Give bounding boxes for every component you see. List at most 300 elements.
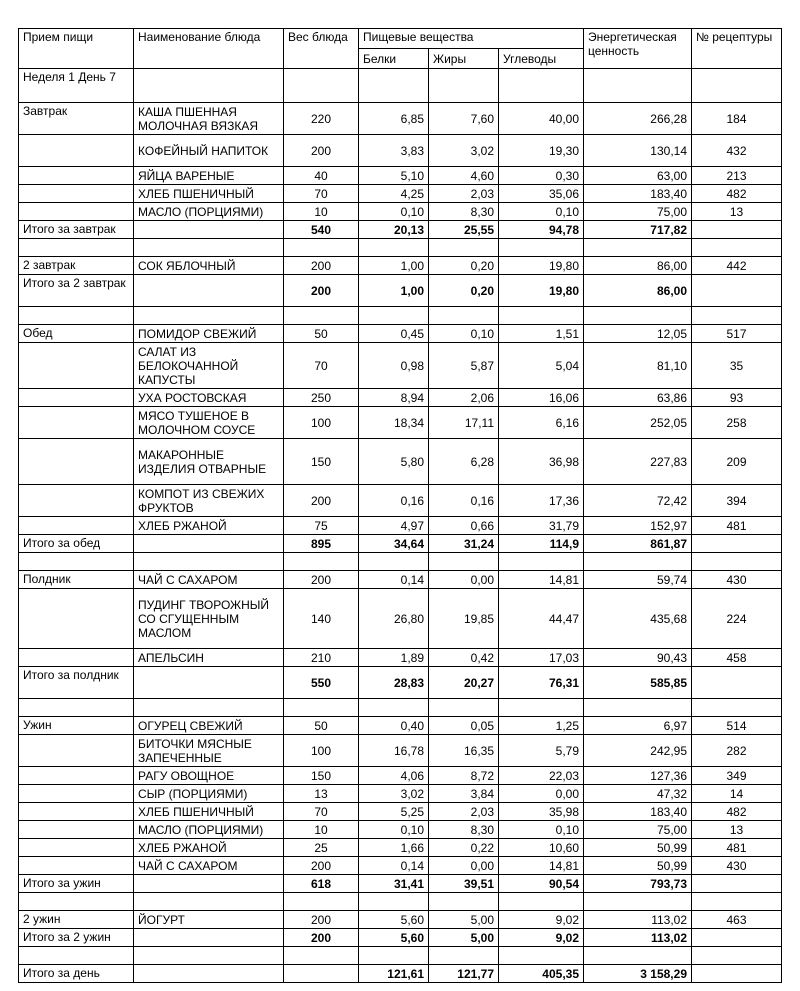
cell-meal	[19, 485, 134, 517]
cell-protein: 0,10	[359, 203, 429, 221]
cell-meal	[19, 239, 134, 257]
table-row	[19, 717, 782, 735]
cell-recipe: 482	[692, 803, 782, 821]
cell-fat: 4,60	[429, 167, 499, 185]
cell-fat: 0,00	[429, 571, 499, 589]
cell-weight	[284, 553, 359, 571]
cell-fat	[429, 307, 499, 325]
cell-meal	[19, 649, 134, 667]
cell-energy: 50,99	[584, 857, 692, 875]
cell-fat: 31,24	[429, 535, 499, 553]
cell-protein: 4,06	[359, 767, 429, 785]
cell-fat: 2,03	[429, 185, 499, 203]
cell-weight: 25	[284, 839, 359, 857]
header-protein: Белки	[359, 49, 429, 69]
cell-meal	[19, 553, 134, 571]
cell-weight: 100	[284, 407, 359, 439]
table-row	[19, 325, 782, 343]
cell-energy: 127,36	[584, 767, 692, 785]
cell-recipe: 430	[692, 857, 782, 875]
cell-fat: 0,00	[429, 857, 499, 875]
cell-carbs: 35,06	[499, 185, 584, 203]
cell-dish: ОГУРЕЦ СВЕЖИЙ	[134, 717, 284, 735]
cell-weight: 140	[284, 589, 359, 649]
cell-protein: 0,10	[359, 821, 429, 839]
table-row	[19, 767, 782, 785]
cell-fat: 3,02	[429, 135, 499, 167]
cell-recipe: 430	[692, 571, 782, 589]
cell-meal	[19, 893, 134, 911]
cell-meal	[19, 343, 134, 389]
cell-protein: 1,89	[359, 649, 429, 667]
cell-dish: ЯЙЦА ВАРЕНЫЕ	[134, 167, 284, 185]
cell-recipe: 224	[692, 589, 782, 649]
cell-energy: 183,40	[584, 803, 692, 821]
cell-meal: Неделя 1 День 7	[19, 69, 134, 103]
cell-fat: 5,87	[429, 343, 499, 389]
cell-weight: 250	[284, 389, 359, 407]
cell-fat: 0,66	[429, 517, 499, 535]
cell-weight: 200	[284, 571, 359, 589]
cell-weight	[284, 239, 359, 257]
cell-energy: 252,05	[584, 407, 692, 439]
cell-energy: 59,74	[584, 571, 692, 589]
cell-carbs: 17,36	[499, 485, 584, 517]
menu-table	[18, 28, 782, 983]
cell-carbs: 1,25	[499, 717, 584, 735]
cell-carbs	[499, 553, 584, 571]
cell-energy: 63,00	[584, 167, 692, 185]
cell-energy: 90,43	[584, 649, 692, 667]
cell-weight: 70	[284, 185, 359, 203]
cell-carbs: 0,30	[499, 167, 584, 185]
cell-weight: 40	[284, 167, 359, 185]
cell-dish	[134, 929, 284, 947]
cell-energy: 113,02	[584, 929, 692, 947]
cell-carbs	[499, 947, 584, 965]
cell-dish: ПУДИНГ ТВОРОЖНЫЙ СО СГУЩЕННЫМ МАСЛОМ	[134, 589, 284, 649]
table-row	[19, 185, 782, 203]
cell-fat: 8,72	[429, 767, 499, 785]
cell-weight	[284, 307, 359, 325]
cell-energy: 435,68	[584, 589, 692, 649]
cell-recipe: 13	[692, 821, 782, 839]
table-row	[19, 439, 782, 485]
cell-protein: 5,10	[359, 167, 429, 185]
cell-carbs: 9,02	[499, 911, 584, 929]
table-row	[19, 803, 782, 821]
table-row	[19, 69, 782, 103]
cell-weight: 200	[284, 857, 359, 875]
cell-protein: 26,80	[359, 589, 429, 649]
cell-weight: 10	[284, 203, 359, 221]
total-row	[19, 965, 782, 983]
cell-dish: КАША ПШЕННАЯ МОЛОЧНАЯ ВЯЗКАЯ	[134, 103, 284, 135]
cell-dish	[134, 893, 284, 911]
cell-recipe: 517	[692, 325, 782, 343]
cell-meal	[19, 821, 134, 839]
cell-protein: 4,25	[359, 185, 429, 203]
cell-meal: Завтрак	[19, 103, 134, 135]
cell-dish	[134, 553, 284, 571]
cell-recipe: 14	[692, 785, 782, 803]
cell-weight	[284, 947, 359, 965]
cell-protein: 0,98	[359, 343, 429, 389]
cell-meal	[19, 135, 134, 167]
cell-weight: 618	[284, 875, 359, 893]
cell-carbs: 5,04	[499, 343, 584, 389]
cell-recipe: 432	[692, 135, 782, 167]
cell-weight: 13	[284, 785, 359, 803]
cell-carbs: 76,31	[499, 667, 584, 699]
table-row	[19, 857, 782, 875]
cell-meal: Ужин	[19, 717, 134, 735]
cell-energy	[584, 553, 692, 571]
cell-recipe: 35	[692, 343, 782, 389]
cell-carbs	[499, 307, 584, 325]
cell-energy: 6,97	[584, 717, 692, 735]
cell-fat: 5,00	[429, 911, 499, 929]
cell-recipe	[692, 875, 782, 893]
cell-dish: ЙОГУРТ	[134, 911, 284, 929]
cell-protein	[359, 69, 429, 103]
cell-fat	[429, 699, 499, 717]
cell-recipe: 349	[692, 767, 782, 785]
cell-recipe: 13	[692, 203, 782, 221]
cell-dish: СЫР (ПОРЦИЯМИ)	[134, 785, 284, 803]
cell-recipe	[692, 699, 782, 717]
cell-weight: 150	[284, 767, 359, 785]
cell-fat: 16,35	[429, 735, 499, 767]
cell-carbs: 94,78	[499, 221, 584, 239]
cell-meal	[19, 735, 134, 767]
header-nutrients: Пищевые вещества	[359, 29, 584, 49]
cell-recipe	[692, 947, 782, 965]
table-row	[19, 203, 782, 221]
cell-protein: 5,80	[359, 439, 429, 485]
cell-carbs: 16,06	[499, 389, 584, 407]
cell-recipe	[692, 221, 782, 239]
cell-protein: 0,14	[359, 857, 429, 875]
cell-recipe: 93	[692, 389, 782, 407]
cell-dish: ХЛЕБ РЖАНОЙ	[134, 839, 284, 857]
cell-meal	[19, 699, 134, 717]
cell-dish: ЧАЙ С САХАРОМ	[134, 571, 284, 589]
cell-carbs: 19,80	[499, 275, 584, 307]
cell-fat: 5,00	[429, 929, 499, 947]
cell-energy	[584, 947, 692, 965]
total-row	[19, 667, 782, 699]
cell-recipe: 442	[692, 257, 782, 275]
cell-meal	[19, 947, 134, 965]
cell-weight: 200	[284, 275, 359, 307]
cell-fat: 2,03	[429, 803, 499, 821]
cell-weight	[284, 893, 359, 911]
cell-energy	[584, 69, 692, 103]
cell-carbs: 19,30	[499, 135, 584, 167]
header-carbs: Углеводы	[499, 49, 584, 69]
cell-carbs: 35,98	[499, 803, 584, 821]
spacer-row	[19, 947, 782, 965]
cell-energy: 75,00	[584, 203, 692, 221]
cell-recipe	[692, 307, 782, 325]
table-row	[19, 103, 782, 135]
cell-fat: 0,20	[429, 257, 499, 275]
spacer-row	[19, 699, 782, 717]
cell-dish: МАКАРОННЫЕ ИЗДЕЛИЯ ОТВАРНЫЕ	[134, 439, 284, 485]
menu-document	[18, 28, 782, 983]
cell-dish	[134, 667, 284, 699]
cell-fat: 39,51	[429, 875, 499, 893]
cell-carbs: 19,80	[499, 257, 584, 275]
cell-meal	[19, 307, 134, 325]
cell-energy: 585,85	[584, 667, 692, 699]
cell-carbs: 22,03	[499, 767, 584, 785]
cell-fat: 25,55	[429, 221, 499, 239]
cell-weight	[284, 965, 359, 983]
cell-weight: 50	[284, 717, 359, 735]
cell-fat: 19,85	[429, 589, 499, 649]
cell-fat: 0,22	[429, 839, 499, 857]
cell-recipe	[692, 275, 782, 307]
cell-meal	[19, 167, 134, 185]
cell-recipe: 209	[692, 439, 782, 485]
cell-meal	[19, 589, 134, 649]
cell-recipe	[692, 929, 782, 947]
cell-weight: 540	[284, 221, 359, 239]
cell-carbs	[499, 699, 584, 717]
cell-weight	[284, 69, 359, 103]
cell-meal: Итого за день	[19, 965, 134, 983]
cell-dish	[134, 221, 284, 239]
cell-recipe	[692, 535, 782, 553]
table-row	[19, 389, 782, 407]
cell-fat	[429, 69, 499, 103]
cell-weight: 200	[284, 257, 359, 275]
table-row	[19, 911, 782, 929]
table-row	[19, 785, 782, 803]
cell-carbs: 114,9	[499, 535, 584, 553]
cell-carbs: 10,60	[499, 839, 584, 857]
cell-energy: 717,82	[584, 221, 692, 239]
cell-energy	[584, 893, 692, 911]
cell-carbs: 0,10	[499, 203, 584, 221]
cell-recipe	[692, 667, 782, 699]
cell-protein	[359, 699, 429, 717]
header-energy: Энергетическая ценность	[584, 29, 692, 69]
cell-carbs: 0,10	[499, 821, 584, 839]
cell-carbs	[499, 69, 584, 103]
cell-energy: 72,42	[584, 485, 692, 517]
cell-dish: КОМПОТ ИЗ СВЕЖИХ ФРУКТОВ	[134, 485, 284, 517]
cell-fat	[429, 239, 499, 257]
cell-energy	[584, 307, 692, 325]
cell-weight: 200	[284, 485, 359, 517]
cell-meal: Итого за ужин	[19, 875, 134, 893]
cell-dish: БИТОЧКИ МЯСНЫЕ ЗАПЕЧЕННЫЕ	[134, 735, 284, 767]
cell-fat: 8,30	[429, 821, 499, 839]
cell-carbs: 405,35	[499, 965, 584, 983]
cell-dish	[134, 965, 284, 983]
cell-recipe	[692, 553, 782, 571]
cell-protein: 31,41	[359, 875, 429, 893]
cell-meal: Обед	[19, 325, 134, 343]
cell-weight: 75	[284, 517, 359, 535]
cell-fat: 7,60	[429, 103, 499, 135]
cell-dish	[134, 239, 284, 257]
cell-fat: 8,30	[429, 203, 499, 221]
cell-weight: 895	[284, 535, 359, 553]
cell-energy: 861,87	[584, 535, 692, 553]
cell-dish: САЛАТ ИЗ БЕЛОКОЧАННОЙ КАПУСТЫ	[134, 343, 284, 389]
cell-recipe	[692, 69, 782, 103]
cell-fat: 20,27	[429, 667, 499, 699]
table-row	[19, 485, 782, 517]
cell-meal	[19, 407, 134, 439]
cell-weight: 200	[284, 911, 359, 929]
cell-dish: МАСЛО (ПОРЦИЯМИ)	[134, 203, 284, 221]
cell-protein: 5,25	[359, 803, 429, 821]
table-row	[19, 517, 782, 535]
cell-protein: 5,60	[359, 929, 429, 947]
cell-recipe: 481	[692, 839, 782, 857]
cell-protein: 0,40	[359, 717, 429, 735]
cell-dish: ХЛЕБ РЖАНОЙ	[134, 517, 284, 535]
spacer-row	[19, 553, 782, 571]
table-row	[19, 343, 782, 389]
cell-energy: 12,05	[584, 325, 692, 343]
cell-weight: 200	[284, 135, 359, 167]
total-row	[19, 875, 782, 893]
spacer-row	[19, 893, 782, 911]
cell-energy: 86,00	[584, 257, 692, 275]
cell-fat: 0,10	[429, 325, 499, 343]
cell-meal: Итого за обед	[19, 535, 134, 553]
cell-dish: АПЕЛЬСИН	[134, 649, 284, 667]
cell-fat: 0,05	[429, 717, 499, 735]
spacer-row	[19, 307, 782, 325]
cell-carbs: 31,79	[499, 517, 584, 535]
cell-protein: 3,02	[359, 785, 429, 803]
cell-energy: 227,83	[584, 439, 692, 485]
cell-carbs: 1,51	[499, 325, 584, 343]
cell-energy	[584, 699, 692, 717]
cell-meal	[19, 785, 134, 803]
cell-recipe	[692, 239, 782, 257]
cell-energy: 81,10	[584, 343, 692, 389]
cell-dish: СОК ЯБЛОЧНЫЙ	[134, 257, 284, 275]
cell-weight: 70	[284, 343, 359, 389]
cell-dish: КОФЕЙНЫЙ НАПИТОК	[134, 135, 284, 167]
cell-fat: 0,20	[429, 275, 499, 307]
cell-energy: 47,32	[584, 785, 692, 803]
cell-energy: 50,99	[584, 839, 692, 857]
cell-protein: 0,45	[359, 325, 429, 343]
cell-carbs: 14,81	[499, 857, 584, 875]
cell-weight	[284, 699, 359, 717]
table-row	[19, 839, 782, 857]
table-row	[19, 257, 782, 275]
cell-protein: 6,85	[359, 103, 429, 135]
header-meal: Прием пищи	[19, 29, 134, 69]
table-row	[19, 649, 782, 667]
table-row	[19, 135, 782, 167]
table-row	[19, 589, 782, 649]
total-row	[19, 929, 782, 947]
cell-fat	[429, 947, 499, 965]
cell-protein: 121,61	[359, 965, 429, 983]
cell-protein: 1,00	[359, 275, 429, 307]
cell-recipe: 482	[692, 185, 782, 203]
cell-energy: 75,00	[584, 821, 692, 839]
cell-meal	[19, 203, 134, 221]
cell-fat: 6,28	[429, 439, 499, 485]
cell-meal	[19, 389, 134, 407]
cell-carbs: 44,47	[499, 589, 584, 649]
menu-body	[19, 69, 782, 983]
cell-weight: 70	[284, 803, 359, 821]
cell-protein: 1,66	[359, 839, 429, 857]
cell-meal	[19, 803, 134, 821]
cell-carbs: 17,03	[499, 649, 584, 667]
cell-protein: 4,97	[359, 517, 429, 535]
cell-dish	[134, 947, 284, 965]
table-row	[19, 735, 782, 767]
cell-meal: 2 завтрак	[19, 257, 134, 275]
cell-protein: 5,60	[359, 911, 429, 929]
cell-recipe: 458	[692, 649, 782, 667]
cell-fat: 17,11	[429, 407, 499, 439]
header-dish: Наименование блюда	[134, 29, 284, 69]
cell-protein: 18,34	[359, 407, 429, 439]
cell-recipe	[692, 965, 782, 983]
cell-dish: РАГУ ОВОЩНОЕ	[134, 767, 284, 785]
cell-dish	[134, 699, 284, 717]
cell-energy: 183,40	[584, 185, 692, 203]
cell-dish	[134, 875, 284, 893]
cell-meal	[19, 767, 134, 785]
cell-energy: 242,95	[584, 735, 692, 767]
cell-meal: Итого за 2 ужин	[19, 929, 134, 947]
cell-energy: 266,28	[584, 103, 692, 135]
cell-fat: 3,84	[429, 785, 499, 803]
cell-recipe: 213	[692, 167, 782, 185]
cell-fat: 121,77	[429, 965, 499, 983]
cell-dish: ЧАЙ С САХАРОМ	[134, 857, 284, 875]
cell-carbs: 36,98	[499, 439, 584, 485]
cell-carbs	[499, 239, 584, 257]
cell-recipe: 258	[692, 407, 782, 439]
cell-weight: 200	[284, 929, 359, 947]
cell-weight: 100	[284, 735, 359, 767]
cell-protein: 0,14	[359, 571, 429, 589]
spacer-row	[19, 239, 782, 257]
cell-dish: ХЛЕБ ПШЕНИЧНЫЙ	[134, 185, 284, 203]
cell-meal	[19, 185, 134, 203]
cell-protein	[359, 553, 429, 571]
total-row	[19, 275, 782, 307]
cell-carbs: 90,54	[499, 875, 584, 893]
cell-dish: МАСЛО (ПОРЦИЯМИ)	[134, 821, 284, 839]
cell-dish: ПОМИДОР СВЕЖИЙ	[134, 325, 284, 343]
cell-carbs: 0,00	[499, 785, 584, 803]
cell-fat: 2,06	[429, 389, 499, 407]
cell-carbs	[499, 893, 584, 911]
cell-carbs: 9,02	[499, 929, 584, 947]
cell-dish	[134, 69, 284, 103]
cell-meal: Итого за завтрак	[19, 221, 134, 239]
cell-meal	[19, 517, 134, 535]
